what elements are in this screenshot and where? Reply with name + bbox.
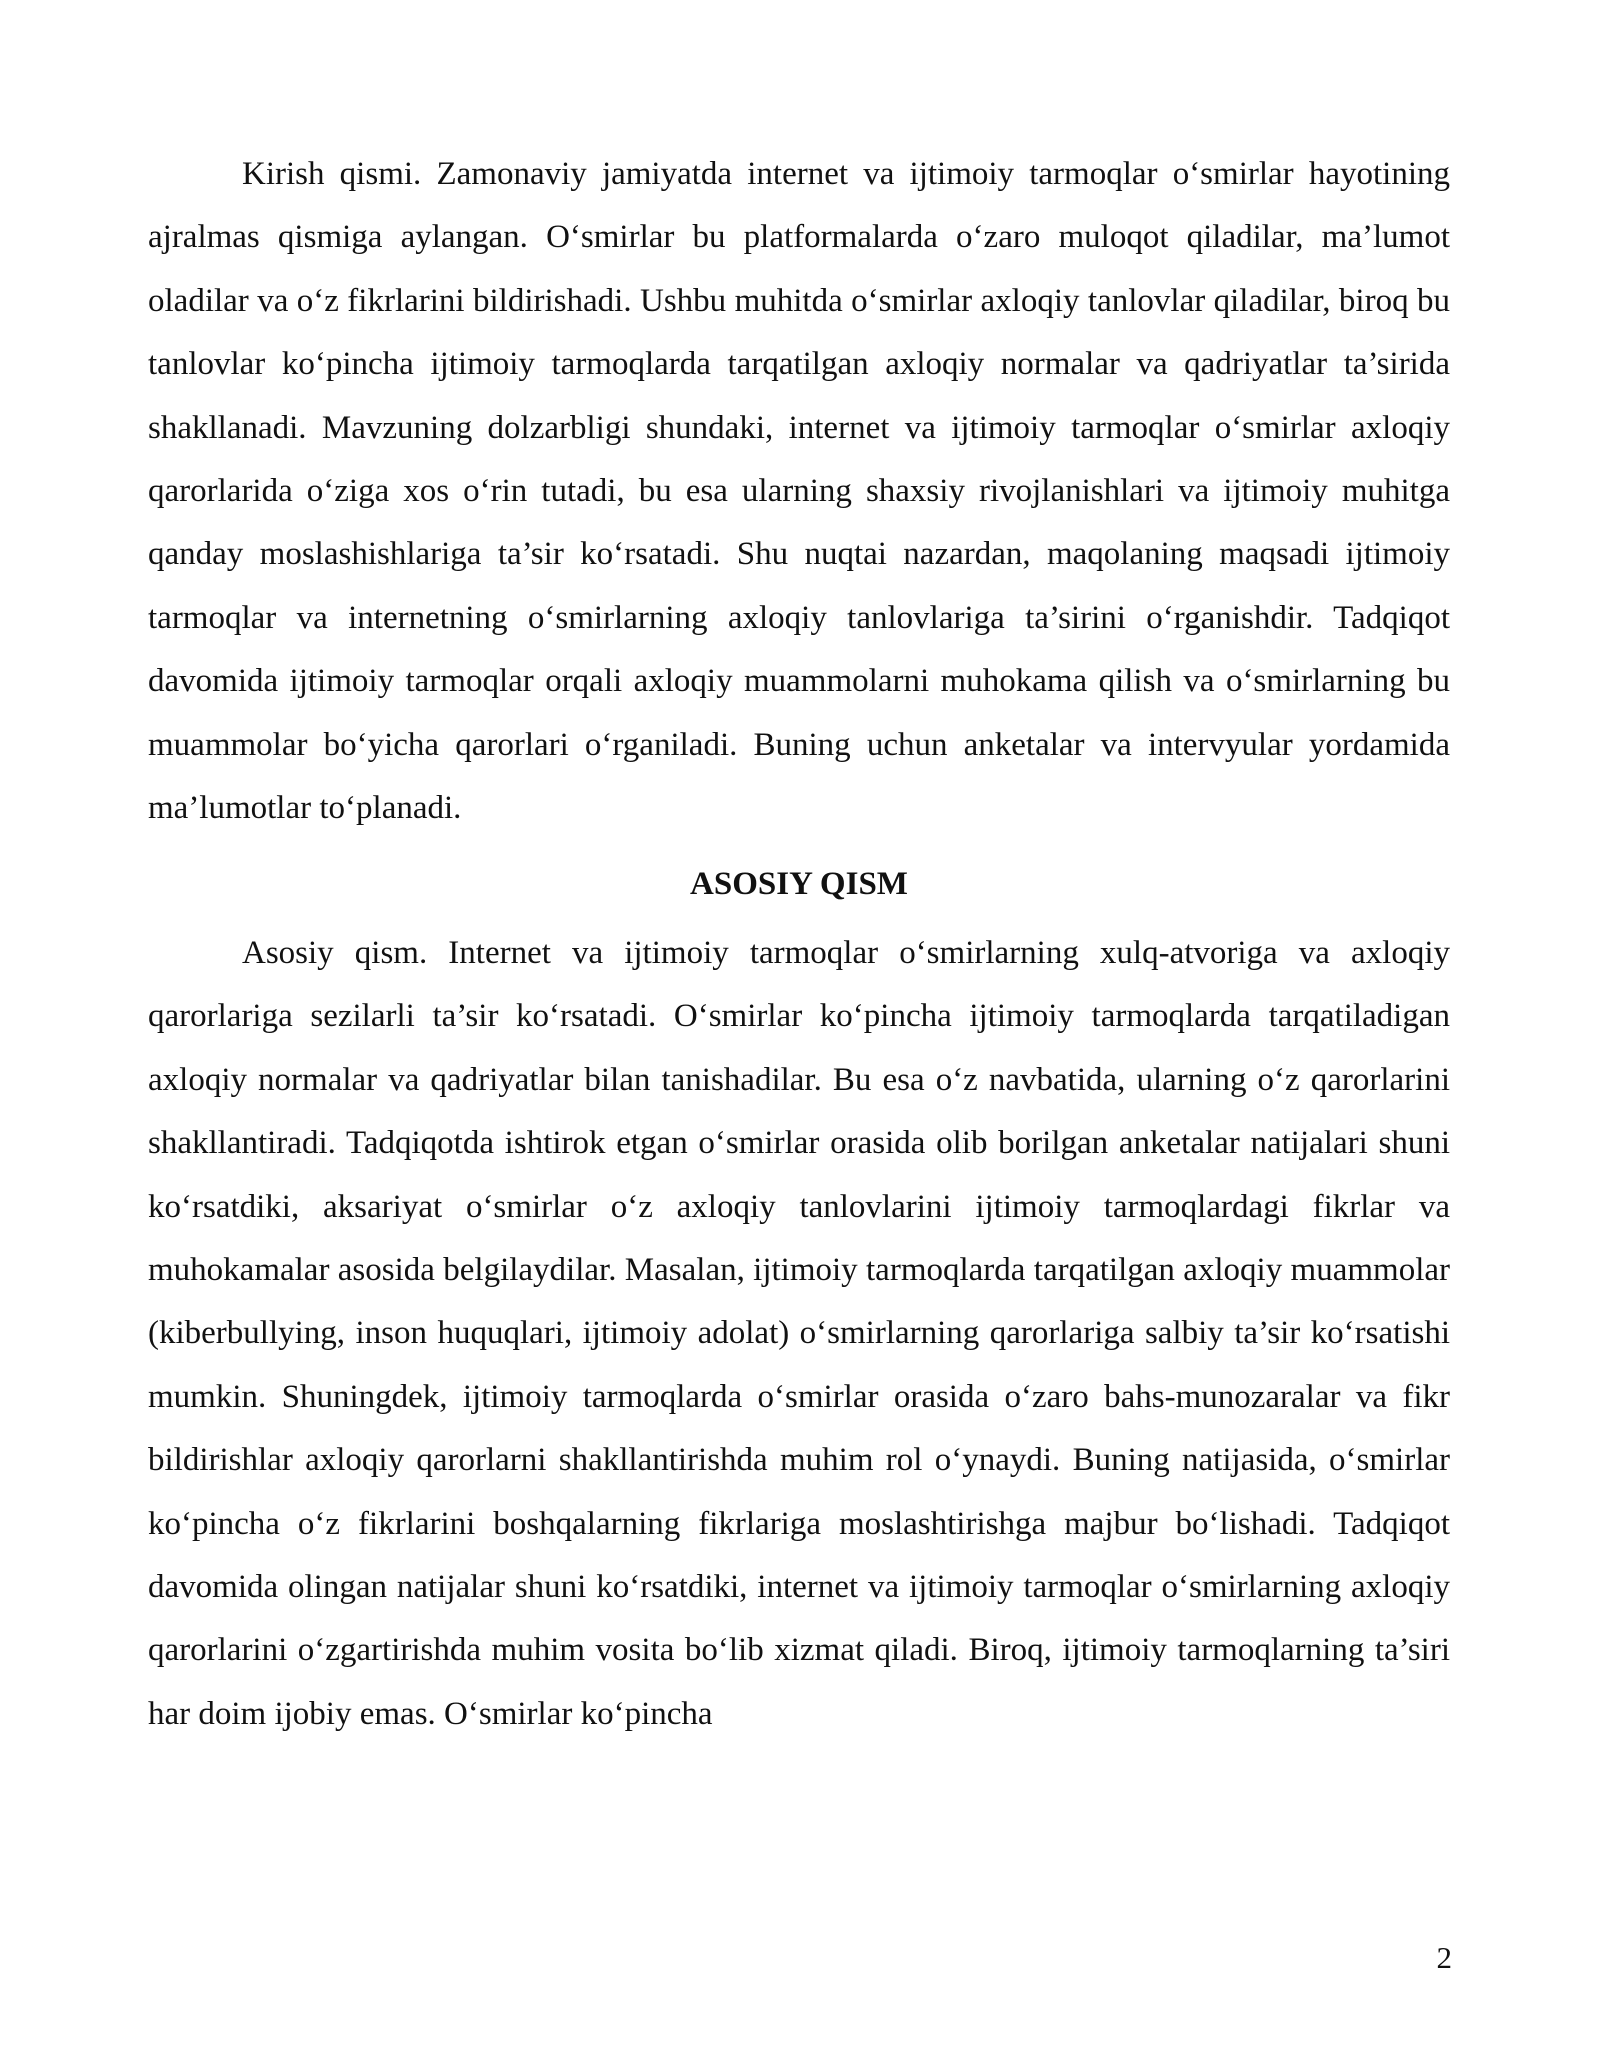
page-number: 2 (1436, 1940, 1452, 1975)
page-content (148, 143, 1450, 1746)
main-paragraph: Asosiy qism. Internet va ijtimoiy tarmoqlar o‘smirlarning xulq-atvoriga va axloqiy qarorlariga sezilarli ta’sir ko‘rsatadi. O‘smirlar ko‘pincha ijtimoiy tarmoqlarda tarqatiladigan axloqiy normalar va qadriyatlar bilan tanishadilar. Bu esa o‘z navbatida, ularning o‘z qarorlarini shakllantiradi. Tadqiqotda ishtirok etgan o‘smirlar orasida olib borilgan anketalar natijalari shuni ko‘rsatdiki, aksariyat o‘smirlar o‘z axloqiy tanlovlarini ijtimoiy tarmoqlardagi fikrlar va muhokamalar asosida belgilaydilar. Masalan, ijtimoiy tarmoqlarda tarqatilgan axloqiy muammolar (kiberbullying, inson huquqlari, ijtimoiy adolat) o‘smirlarning qarorlariga salbiy ta’sir ko‘rsatishi mumkin. Shuningdek, ijtimoiy tarmoqlarda o‘smirlar orasida o‘zaro bahs-munozaralar va fikr bildirishlar axloqiy qarorlarni shakllantirishda muhim rol o‘ynaydi. Buning natijasida, o‘smirlar ko‘pincha o‘z fikrlarini boshqalarning fikrlariga moslashtirishga majbur bo‘lishadi. Tadqiqot davomida olingan natijalar shuni ko‘rsatdiki, internet va ijtimoiy tarmoqlar o‘smirlarning axloqiy qarorlarini o‘zgartirishda muhim vosita bo‘lib xizmat qiladi. Biroq, ijtimoiy tarmoqlarning ta’siri har doim ijobiy emas. O‘smirlar ko‘pincha (148, 934, 1450, 1732)
intro-paragraph: Kirish qismi. Zamonaviy jamiyatda internet va ijtimoiy tarmoqlar o‘smirlar hayotining ajralmas qismiga aylangan. O‘smirlar bu platformalarda o‘zaro muloqot qiladilar, ma’lumot oladilar va o‘z fikrlarini bildirishadi. Ushbu muhitda o‘smirlar axloqiy tanlovlar qiladilar, biroq bu tanlovlar ko‘pincha ijtimoiy tarmoqlarda tarqatilgan axloqiy normalar va qadriyatlar ta’sirida shakllanadi. Mavzuning dolzarbligi shundaki, internet va ijtimoiy tarmoqlar o‘smirlar axloqiy qarorlarida o‘ziga xos o‘rin tutadi, bu esa ularning shaxsiy rivojlanishlari va ijtimoiy muhitga qanday moslashishlariga ta’sir ko‘rsatadi. Shu nuqtai nazardan, maqolaning maqsadi ijtimoiy tarmoqlar va internetning o‘smirlarning axloqiy tanlovlariga ta’sirini o‘rganishdir. Tadqiqot davomida ijtimoiy tarmoqlar orqali axloqiy muammolarni muhokama qilish va o‘smirlarning bu muammolar bo‘yicha qarorlari o‘rganiladi. Buning uchun anketalar va intervyular yordamida ma’lumotlar to‘planadi. (148, 156, 1450, 827)
section-heading: ASOSIY QISM (690, 866, 908, 903)
